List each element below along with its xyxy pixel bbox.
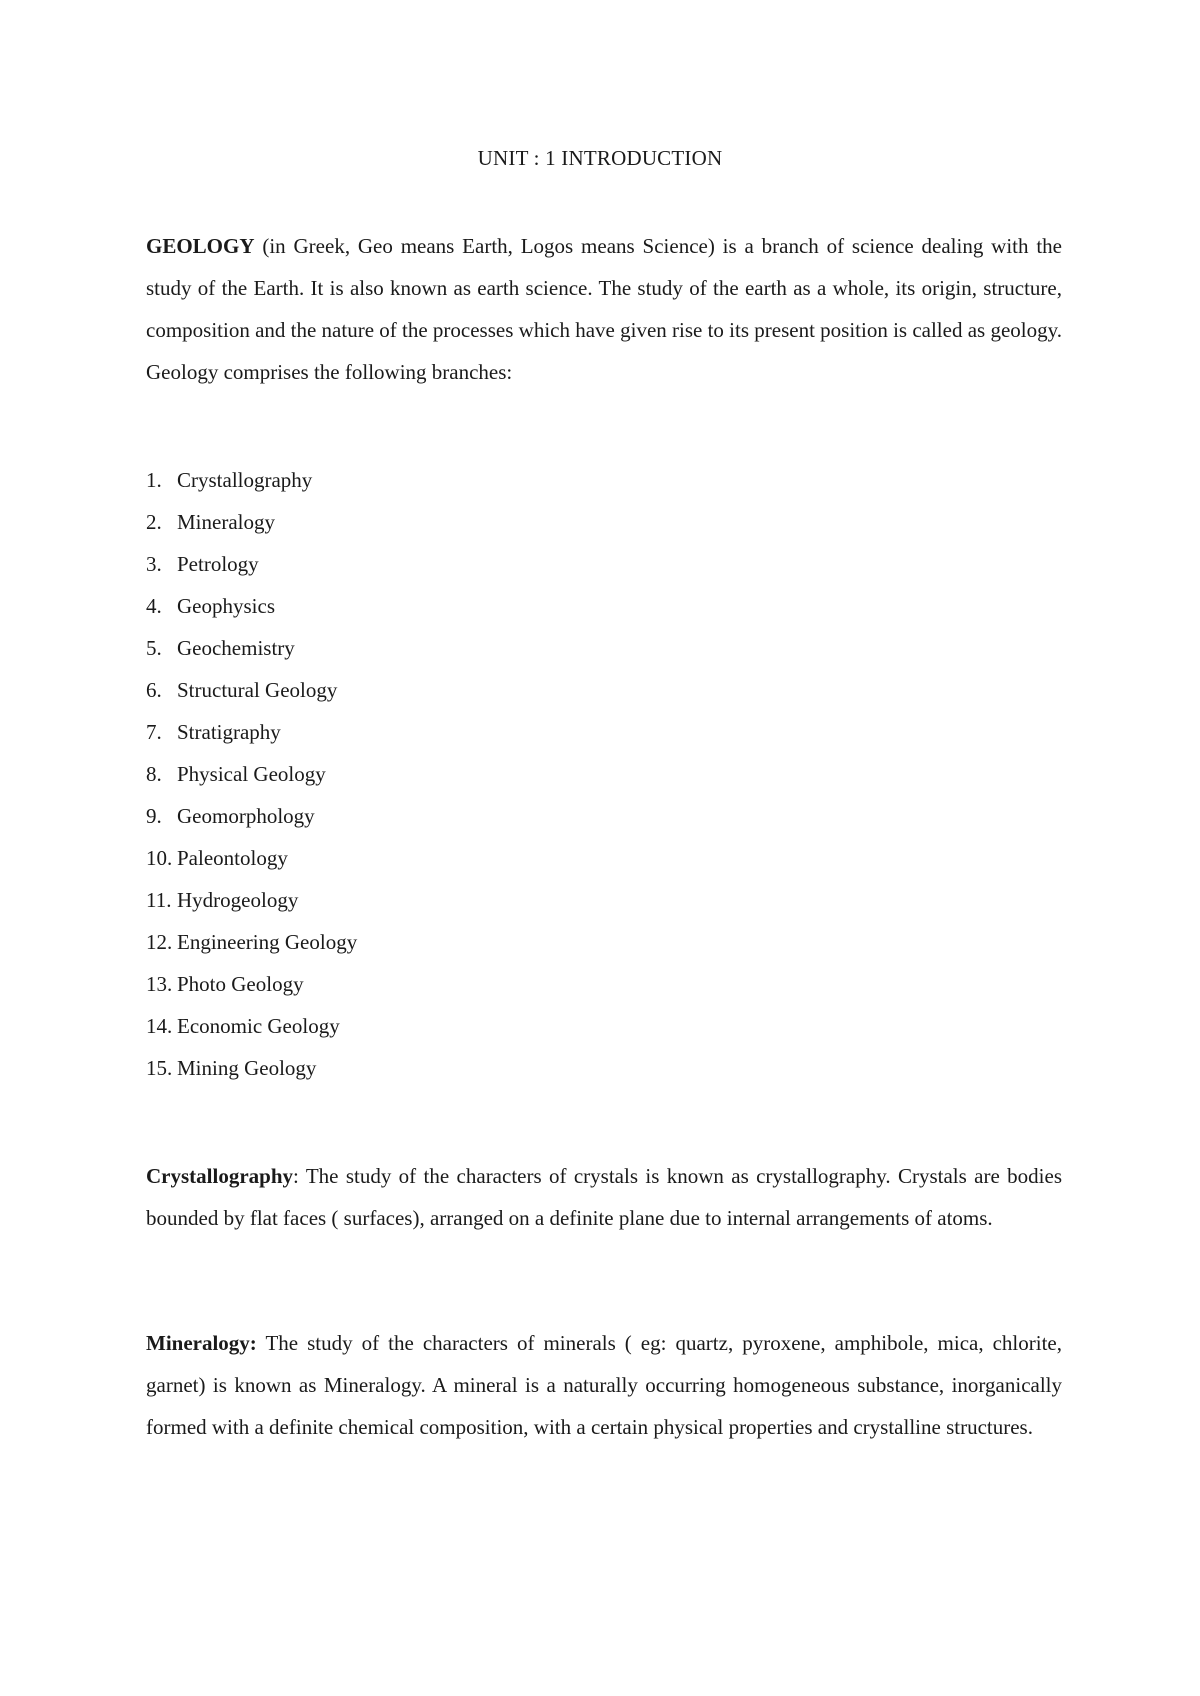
intro-paragraph <box>146 225 1062 393</box>
list-item <box>146 711 357 753</box>
list-item <box>146 543 357 585</box>
list-item-number: 7. <box>146 720 162 744</box>
list-item <box>146 963 357 1005</box>
list-item-number: 11. <box>146 888 172 912</box>
list-item-label: Stratigraphy <box>177 720 281 744</box>
list-item-label: Geochemistry <box>177 636 295 660</box>
list-item-label: Geomorphology <box>177 804 315 828</box>
list-item <box>146 627 357 669</box>
list-item <box>146 1005 357 1047</box>
list-item <box>146 501 357 543</box>
list-item-number: 15. <box>146 1056 173 1080</box>
branches-list <box>146 459 357 1089</box>
list-item-label: Economic Geology <box>177 1014 340 1038</box>
list-item-number: 12. <box>146 930 173 954</box>
list-item-label: Geophysics <box>177 594 275 618</box>
list-item-label: Paleontology <box>177 846 288 870</box>
list-item <box>146 837 357 879</box>
list-item <box>146 879 357 921</box>
intro-text: (in Greek, Geo means Earth, Logos means Science) is a branch of science dealing with the study of the Earth. It is also known as earth science. The study of the earth as a whole, its origin, structure, composition and the nature of the processes which have given rise to its present position is called as geology. Geology comprises the following branches: <box>146 234 1063 384</box>
list-item-number: 13. <box>146 972 173 996</box>
list-item <box>146 459 357 501</box>
crystallography-term: Crystallography <box>146 1164 293 1188</box>
list-item-number: 10. <box>146 846 173 870</box>
list-item-label: Petrology <box>177 552 259 576</box>
list-item-label: Crystallography <box>177 468 313 492</box>
list-item <box>146 1047 357 1089</box>
crystallography-text: : The study of the characters of crystals is known as crystallography. Crystals are bodies bounded by flat faces ( surfaces), arranged on a definite plane due to internal arrangements of atoms. <box>146 1164 1062 1230</box>
list-item <box>146 585 357 627</box>
list-item-label: Mining Geology <box>177 1056 317 1080</box>
list-item-number: 6. <box>146 678 162 702</box>
list-item-label: Mineralogy <box>177 510 275 534</box>
list-item-number: 2. <box>146 510 162 534</box>
list-item-number: 4. <box>146 594 162 618</box>
mineralogy-paragraph <box>146 1322 1062 1448</box>
list-item-number: 14. <box>146 1014 173 1038</box>
list-item-number: 8. <box>146 762 162 786</box>
list-item <box>146 795 357 837</box>
list-item <box>146 921 357 963</box>
list-item-label: Physical Geology <box>177 762 326 786</box>
crystallography-paragraph <box>146 1155 1062 1239</box>
unit-title: UNIT : 1 INTRODUCTION <box>477 146 723 170</box>
list-item <box>146 669 357 711</box>
list-item <box>146 753 357 795</box>
list-item-label: Hydrogeology <box>177 888 299 912</box>
geology-term: GEOLOGY <box>146 234 255 258</box>
list-item-label: Structural Geology <box>177 678 338 702</box>
mineralogy-term: Mineralogy: <box>146 1331 257 1355</box>
list-item-number: 9. <box>146 804 162 828</box>
list-item-label: Photo Geology <box>177 972 304 996</box>
list-item-number: 1. <box>146 468 162 492</box>
mineralogy-text: The study of the characters of minerals ( eg: quartz, pyroxene, amphibole, mica, chlorite, garnet) is known as Mineralogy. A mineral is a naturally occurring homogeneous substance, inorganically formed with a definite chemical composition, with a certain physical properties and crystalline structures. <box>146 1331 1062 1439</box>
list-item-label: Engineering Geology <box>177 930 358 954</box>
list-item-number: 5. <box>146 636 162 660</box>
list-item-number: 3. <box>146 552 162 576</box>
